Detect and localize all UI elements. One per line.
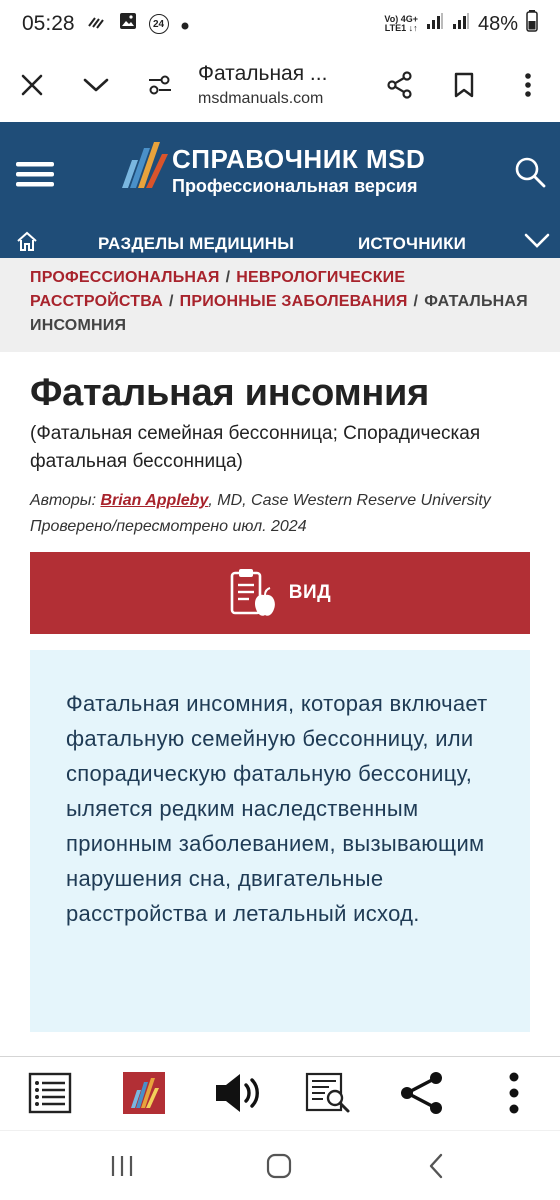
article-synonyms: (Фатальная семейная бессонница; Спорадическая фатальная бессонница) (30, 423, 481, 472)
msd-app-button[interactable] (118, 1067, 170, 1119)
breadcrumb-item-professional[interactable]: ПРОФЕССИОНАЛЬНАЯ (30, 269, 220, 286)
find-in-page-button[interactable] (302, 1067, 354, 1119)
chevron-down-icon (83, 77, 109, 93)
close-icon (20, 73, 44, 97)
network-label-top: Vo) 4G+ (384, 14, 418, 24)
breadcrumb (0, 258, 560, 352)
home-button[interactable] (259, 1149, 299, 1183)
signal-icon-2 (452, 12, 470, 36)
site-logo[interactable] (172, 144, 425, 197)
nav-medical-sections[interactable]: РАЗДЕЛЫ МЕДИЦИНЫ (98, 234, 295, 253)
home-icon (266, 1153, 292, 1179)
audio-icon (214, 1071, 266, 1115)
share-icon (398, 1070, 446, 1116)
view-button-label: ВИД (288, 582, 332, 603)
share-icon (386, 71, 414, 99)
battery-icon (526, 10, 538, 38)
bookmark-icon (453, 72, 475, 98)
minimize-button[interactable] (64, 53, 128, 117)
toolbar-more-button[interactable] (488, 1067, 540, 1119)
close-tab-button[interactable] (0, 53, 64, 117)
battery-level: 48% (477, 12, 518, 35)
browser-url: msdmanuals.com (198, 90, 324, 107)
author-affiliation: , MD, Case Western Reserve University (208, 492, 491, 509)
home-nav-button[interactable] (16, 230, 38, 257)
msd-logo-icon[interactable] (118, 140, 170, 197)
logo-subtitle: Профессиональная версия (172, 176, 418, 196)
bottom-toolbar (0, 1056, 560, 1128)
search-icon (514, 156, 546, 188)
logo-title: СПРАВОЧНИК MSD (172, 144, 426, 174)
audio-button[interactable] (214, 1067, 266, 1119)
view-button[interactable] (30, 552, 530, 634)
nav-expand-button[interactable] (524, 232, 550, 255)
gallery-icon (119, 12, 137, 36)
hamburger-icon (16, 160, 54, 188)
page-title-area[interactable] (192, 62, 368, 108)
back-icon (426, 1153, 446, 1179)
more-icon (508, 1071, 520, 1115)
site-settings-button[interactable] (128, 53, 192, 117)
share-page-button[interactable] (368, 53, 432, 117)
recents-button[interactable] (102, 1149, 142, 1183)
site-header (0, 122, 560, 258)
breadcrumb-separator: / (168, 293, 174, 310)
data-saver-icon (87, 13, 107, 36)
system-navigation-bar (0, 1130, 560, 1200)
browser-page-title: Фатальная ... (198, 62, 328, 85)
status-time: 05:28 (22, 12, 75, 35)
breadcrumb-item-prion-diseases[interactable]: ПРИОННЫЕ ЗАБОЛЕВАНИЯ (179, 293, 408, 310)
article-authors (30, 488, 540, 540)
browser-menu-button[interactable] (496, 53, 560, 117)
site-settings-icon (147, 74, 173, 96)
authors-label: Авторы: (30, 492, 97, 509)
breadcrumb-separator: / (225, 269, 231, 286)
nav-sources[interactable]: ИСТОЧНИКИ (358, 234, 467, 253)
summary-box (30, 650, 530, 1032)
msd-logo-icon (123, 1072, 165, 1114)
site-search-button[interactable] (514, 156, 546, 193)
status-bar (0, 0, 560, 48)
browser-toolbar (0, 48, 560, 122)
network-type (384, 15, 418, 33)
recents-icon (109, 1154, 135, 1178)
bookmark-button[interactable] (432, 53, 496, 117)
more-icon (524, 72, 532, 98)
dot-icon (181, 13, 189, 36)
breadcrumb-current: ФАТАЛЬНАЯ ИНСОМНИЯ (30, 293, 528, 334)
search-in-page-icon (305, 1072, 351, 1114)
hamburger-menu-button[interactable] (16, 160, 54, 193)
breadcrumb-separator: / (413, 293, 419, 310)
notification-badge-icon: 24 (149, 14, 169, 34)
reviewed-date: Проверено/пересмотрено июл. 2024 (30, 518, 307, 535)
clipboard-apple-icon (229, 567, 277, 619)
share-article-button[interactable] (396, 1067, 448, 1119)
summary-text: Фатальная инсомния, которая включает фатальную семейную бессонницу, или спорадическую фатальную бессоницу, ыляется редким наследственным прионным заболеванием, вызывающим нарушения сна, двигательные расстройства и летальный исход. (66, 691, 488, 926)
home-icon (16, 230, 38, 252)
back-button[interactable] (416, 1149, 456, 1183)
chevron-down-icon (524, 232, 550, 250)
signal-icon (426, 12, 444, 36)
table-of-contents-button[interactable] (24, 1067, 76, 1119)
page-title: Фатальная инсомния (30, 372, 429, 414)
table-of-contents-icon (28, 1072, 72, 1114)
breadcrumb-item-neurology[interactable]: НЕВРОЛОГИЧЕСКИЕ РАССТРОЙСТВА (30, 269, 406, 310)
network-label-bottom: LTE1 ↓↑ (384, 23, 418, 33)
author-link[interactable]: Brian Appleby (100, 492, 209, 509)
